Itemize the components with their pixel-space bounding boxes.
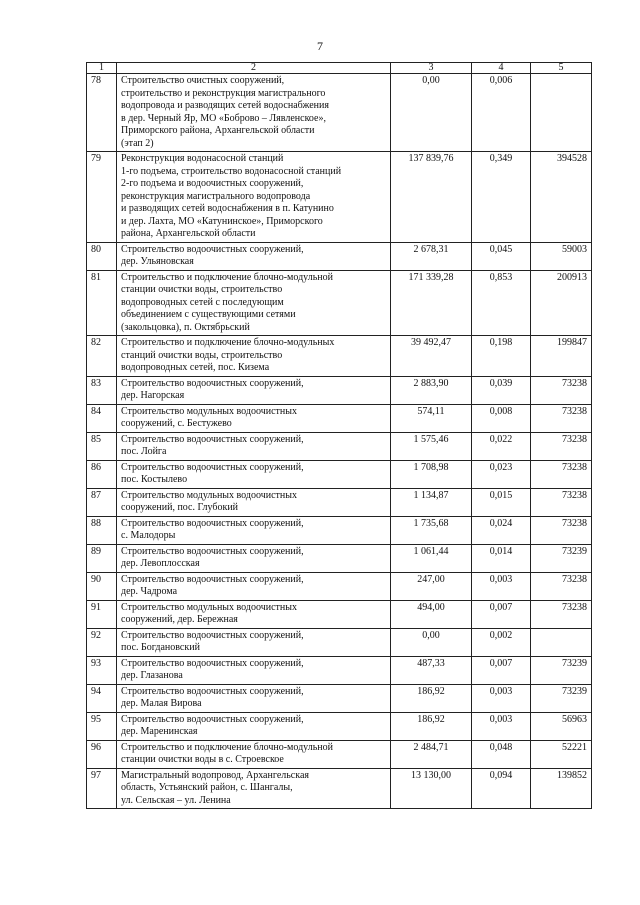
project-cost: 1 575,46 [391,432,472,460]
table-row [87,74,592,152]
table-row [87,152,592,243]
row-number: 81 [87,270,117,336]
project-code: 73238 [531,376,592,404]
table-row [87,740,592,768]
row-number: 94 [87,684,117,712]
project-name: Строительство очистных сооружений, строительство и реконструкция магистрального водопровода и разводящих сетей водоснабжения в дер. Черный Яр, МО «Боброво – Лявленское», Приморского района, Архангельской области (этап 2) [117,74,391,152]
row-number: 86 [87,460,117,488]
project-cost: 574,11 [391,404,472,432]
project-cost: 1 735,68 [391,516,472,544]
project-name: Строительство водоочистных сооружений, пос. Костылево [117,460,391,488]
table-row [87,628,592,656]
project-capacity: 0,853 [472,270,531,336]
project-code: 139852 [531,768,592,809]
project-cost: 2 484,71 [391,740,472,768]
row-number: 79 [87,152,117,243]
column-header-1: 1 [87,63,117,74]
project-code [531,628,592,656]
table-row [87,684,592,712]
project-code: 52221 [531,740,592,768]
project-name: Строительство водоочистных сооружений, дер. Маренинская [117,712,391,740]
table-row [87,656,592,684]
table-row [87,516,592,544]
table-row [87,544,592,572]
project-capacity: 0,008 [472,404,531,432]
project-code: 73239 [531,656,592,684]
row-number: 85 [87,432,117,460]
project-capacity: 0,007 [472,656,531,684]
row-number: 91 [87,600,117,628]
table-row [87,768,592,809]
project-capacity: 0,003 [472,684,531,712]
row-number: 92 [87,628,117,656]
project-name: Строительство и подключение блочно-модульной станции очистки воды, строительство водопроводных сетей с последующим объединением с существующими сетями (закольцовка), п. Октябрьский [117,270,391,336]
row-number: 97 [87,768,117,809]
project-capacity: 0,022 [472,432,531,460]
project-name: Строительство водоочистных сооружений, дер. Глазанова [117,656,391,684]
project-code [531,74,592,152]
project-capacity: 0,024 [472,516,531,544]
project-cost: 1 134,87 [391,488,472,516]
project-capacity: 0,006 [472,74,531,152]
project-cost: 1 061,44 [391,544,472,572]
project-capacity: 0,094 [472,768,531,809]
project-cost: 0,00 [391,628,472,656]
project-name: Строительство модульных водоочистных сооружений, дер. Бережная [117,600,391,628]
project-code: 56963 [531,712,592,740]
project-cost: 487,33 [391,656,472,684]
project-name: Реконструкция водонасосной станций 1-го подъема, строительство водонасосной станций 2-го подъема и водоочистных сооружений, реконструкция магистрального водопровода и разводящих сетей водоснабжения в п. Катунино и дер. Лахта, МО «Катунинское», Приморского района, Архангельской области [117,152,391,243]
project-code: 394528 [531,152,592,243]
table-body [87,74,592,809]
column-header-3: 3 [391,63,472,74]
project-name: Строительство водоочистных сооружений, дер. Нагорская [117,376,391,404]
project-capacity: 0,349 [472,152,531,243]
row-number: 87 [87,488,117,516]
project-name: Строительство и подключение блочно-модульных станций очистки воды, строительство водопроводных сетей, пос. Кизема [117,336,391,377]
project-name: Строительство модульных водоочистных сооружений, с. Бестужево [117,404,391,432]
project-code: 73238 [531,516,592,544]
page-number: 7 [317,39,323,53]
table-row [87,270,592,336]
row-number: 83 [87,376,117,404]
project-code: 200913 [531,270,592,336]
project-capacity: 0,002 [472,628,531,656]
project-code: 73238 [531,600,592,628]
project-cost: 186,92 [391,712,472,740]
row-number: 80 [87,242,117,270]
table-row [87,404,592,432]
row-number: 82 [87,336,117,377]
project-name: Строительство водоочистных сооружений, дер. Левоплосская [117,544,391,572]
table-row [87,376,592,404]
project-cost: 137 839,76 [391,152,472,243]
project-capacity: 0,023 [472,460,531,488]
row-number: 84 [87,404,117,432]
project-capacity: 0,048 [472,740,531,768]
table-row [87,572,592,600]
project-cost: 1 708,98 [391,460,472,488]
row-number: 88 [87,516,117,544]
row-number: 96 [87,740,117,768]
row-number: 95 [87,712,117,740]
project-name: Строительство водоочистных сооружений, дер. Малая Вирова [117,684,391,712]
project-capacity: 0,003 [472,572,531,600]
table-row [87,488,592,516]
table-row [87,460,592,488]
table-row [87,336,592,377]
project-code: 73239 [531,544,592,572]
project-capacity: 0,039 [472,376,531,404]
project-cost: 247,00 [391,572,472,600]
project-cost: 0,00 [391,74,472,152]
row-number: 93 [87,656,117,684]
project-name: Строительство и подключение блочно-модульной станции очистки воды в с. Строевское [117,740,391,768]
project-code: 73238 [531,460,592,488]
project-cost: 171 339,28 [391,270,472,336]
column-header-4: 4 [472,63,531,74]
project-cost: 39 492,47 [391,336,472,377]
project-capacity: 0,198 [472,336,531,377]
project-name: Строительство водоочистных сооружений, с. Малодоры [117,516,391,544]
column-header-5: 5 [531,63,592,74]
project-code: 73238 [531,572,592,600]
table-row [87,432,592,460]
project-name: Строительство водоочистных сооружений, дер. Ульяновская [117,242,391,270]
project-code: 73238 [531,404,592,432]
project-capacity: 0,014 [472,544,531,572]
project-code: 73238 [531,488,592,516]
project-capacity: 0,045 [472,242,531,270]
project-capacity: 0,015 [472,488,531,516]
row-number: 90 [87,572,117,600]
table-row [87,242,592,270]
project-capacity: 0,003 [472,712,531,740]
project-cost: 2 883,90 [391,376,472,404]
column-header-2: 2 [117,63,391,74]
project-code: 73239 [531,684,592,712]
projects-table [86,62,592,809]
table-row [87,712,592,740]
table-row [87,600,592,628]
project-code: 59003 [531,242,592,270]
project-name: Строительство водоочистных сооружений, пос. Лойга [117,432,391,460]
project-capacity: 0,007 [472,600,531,628]
row-number: 78 [87,74,117,152]
project-code: 73238 [531,432,592,460]
project-cost: 13 130,00 [391,768,472,809]
project-cost: 494,00 [391,600,472,628]
project-cost: 2 678,31 [391,242,472,270]
project-name: Строительство водоочистных сооружений, дер. Чадрома [117,572,391,600]
project-name: Строительство водоочистных сооружений, пос. Богдановский [117,628,391,656]
row-number: 89 [87,544,117,572]
project-code: 199847 [531,336,592,377]
project-cost: 186,92 [391,684,472,712]
project-name: Магистральный водопровод, Архангельская область, Устьянский район, с. Шангалы, ул. Сельская – ул. Ленина [117,768,391,809]
table-header-row [87,63,592,74]
project-name: Строительство модульных водоочистных сооружений, пос. Глубокий [117,488,391,516]
